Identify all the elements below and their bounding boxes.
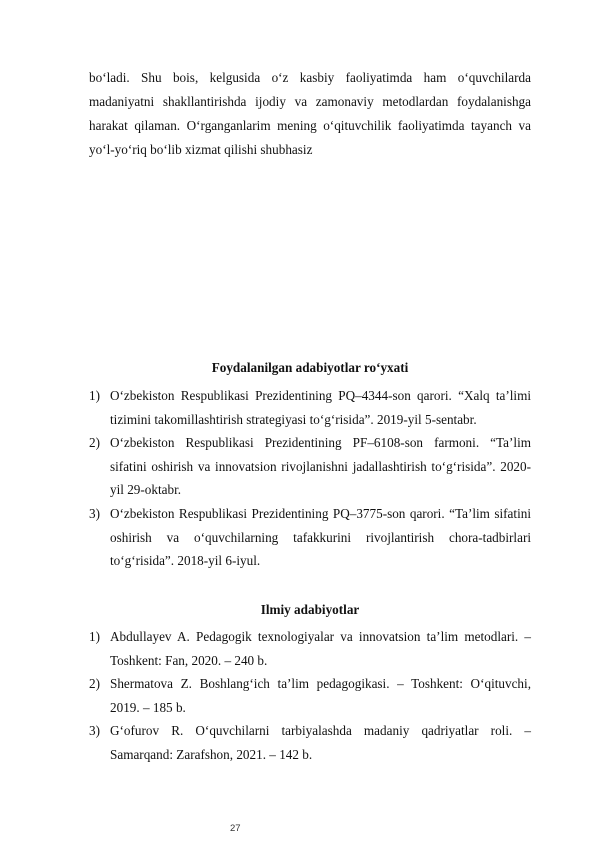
list-item <box>89 384 531 431</box>
list-item-text: O‘zbekiston Respublikasi Prezidentining PQ–4344-son qarori. “Xalq ta’limi tizimini takomillashtirish strategiyasi to‘g‘risida”. 2019-yil 5-sentabr. <box>110 388 531 427</box>
list-item-number: 1) <box>89 629 100 644</box>
list-item <box>89 719 531 766</box>
list-item-text: Abdullayev A. Pedagogik texnologiyalar va innovatsion ta’lim metodlari. – Toshkent: Fan, 2020. – 240 b. <box>110 629 531 668</box>
scientific-references-list <box>89 625 531 767</box>
list-item-text: G‘ofurov R. O‘quvchilarni tarbiyalashda madaniy qadriyatlar roli. – Samarqand: Zarafshon, 2021. – 142 b. <box>110 723 531 762</box>
official-references-list <box>89 384 531 573</box>
list-item-text: Shermatova Z. Boshlang‘ich ta’lim pedagogikasi. – Toshkent: O‘qituvchi, 2019. – 185 b. <box>110 676 531 715</box>
list-item-text: O‘zbekiston Respublikasi Prezidentining PF–6108-son farmoni. “Ta’lim sifatini oshirish va innovatsion rivojlanishni jadallashtirish to‘g‘risida”. 2020-yil 29-oktabr. <box>110 435 531 498</box>
list-item-number: 3) <box>89 723 100 739</box>
list-item <box>89 625 531 672</box>
list-item <box>89 502 531 573</box>
references-heading: Foydalanilgan adabiyotlar ro‘yxati <box>211 360 409 375</box>
list-item-number: 3) <box>89 505 100 521</box>
list-item <box>89 431 531 502</box>
scientific-literature-heading: Ilmiy adabiyotlar <box>260 602 360 617</box>
list-item-number: 2) <box>89 676 100 692</box>
body-paragraph: bo‘ladi. Shu bois, kelgusida o‘z kasbiy faoliyatimda ham o‘quvchilarda madaniyatni shakllantirishda ijodiy va zamonaviy metodlardan foydalanishga harakat qilaman. O‘rganganlarim mening o‘qituvchilik faoliyatimda tayanch va yo‘l-yo‘riq bo‘lib xizmat qilishi shubhasiz <box>89 70 531 157</box>
page-number: 27 <box>230 823 241 834</box>
list-item-number: 2) <box>89 435 100 451</box>
list-item-text: O‘zbekiston Respublikasi Prezidentining PQ–3775-son qarori. “Ta’lim sifatini oshirish va o‘quvchilarning tafakkurini rivojlantirish chora-tadbirlari to‘g‘risida”. 2018-yil 6-iyul. <box>110 505 531 569</box>
list-item-number: 1) <box>89 388 100 403</box>
list-item <box>89 672 531 719</box>
